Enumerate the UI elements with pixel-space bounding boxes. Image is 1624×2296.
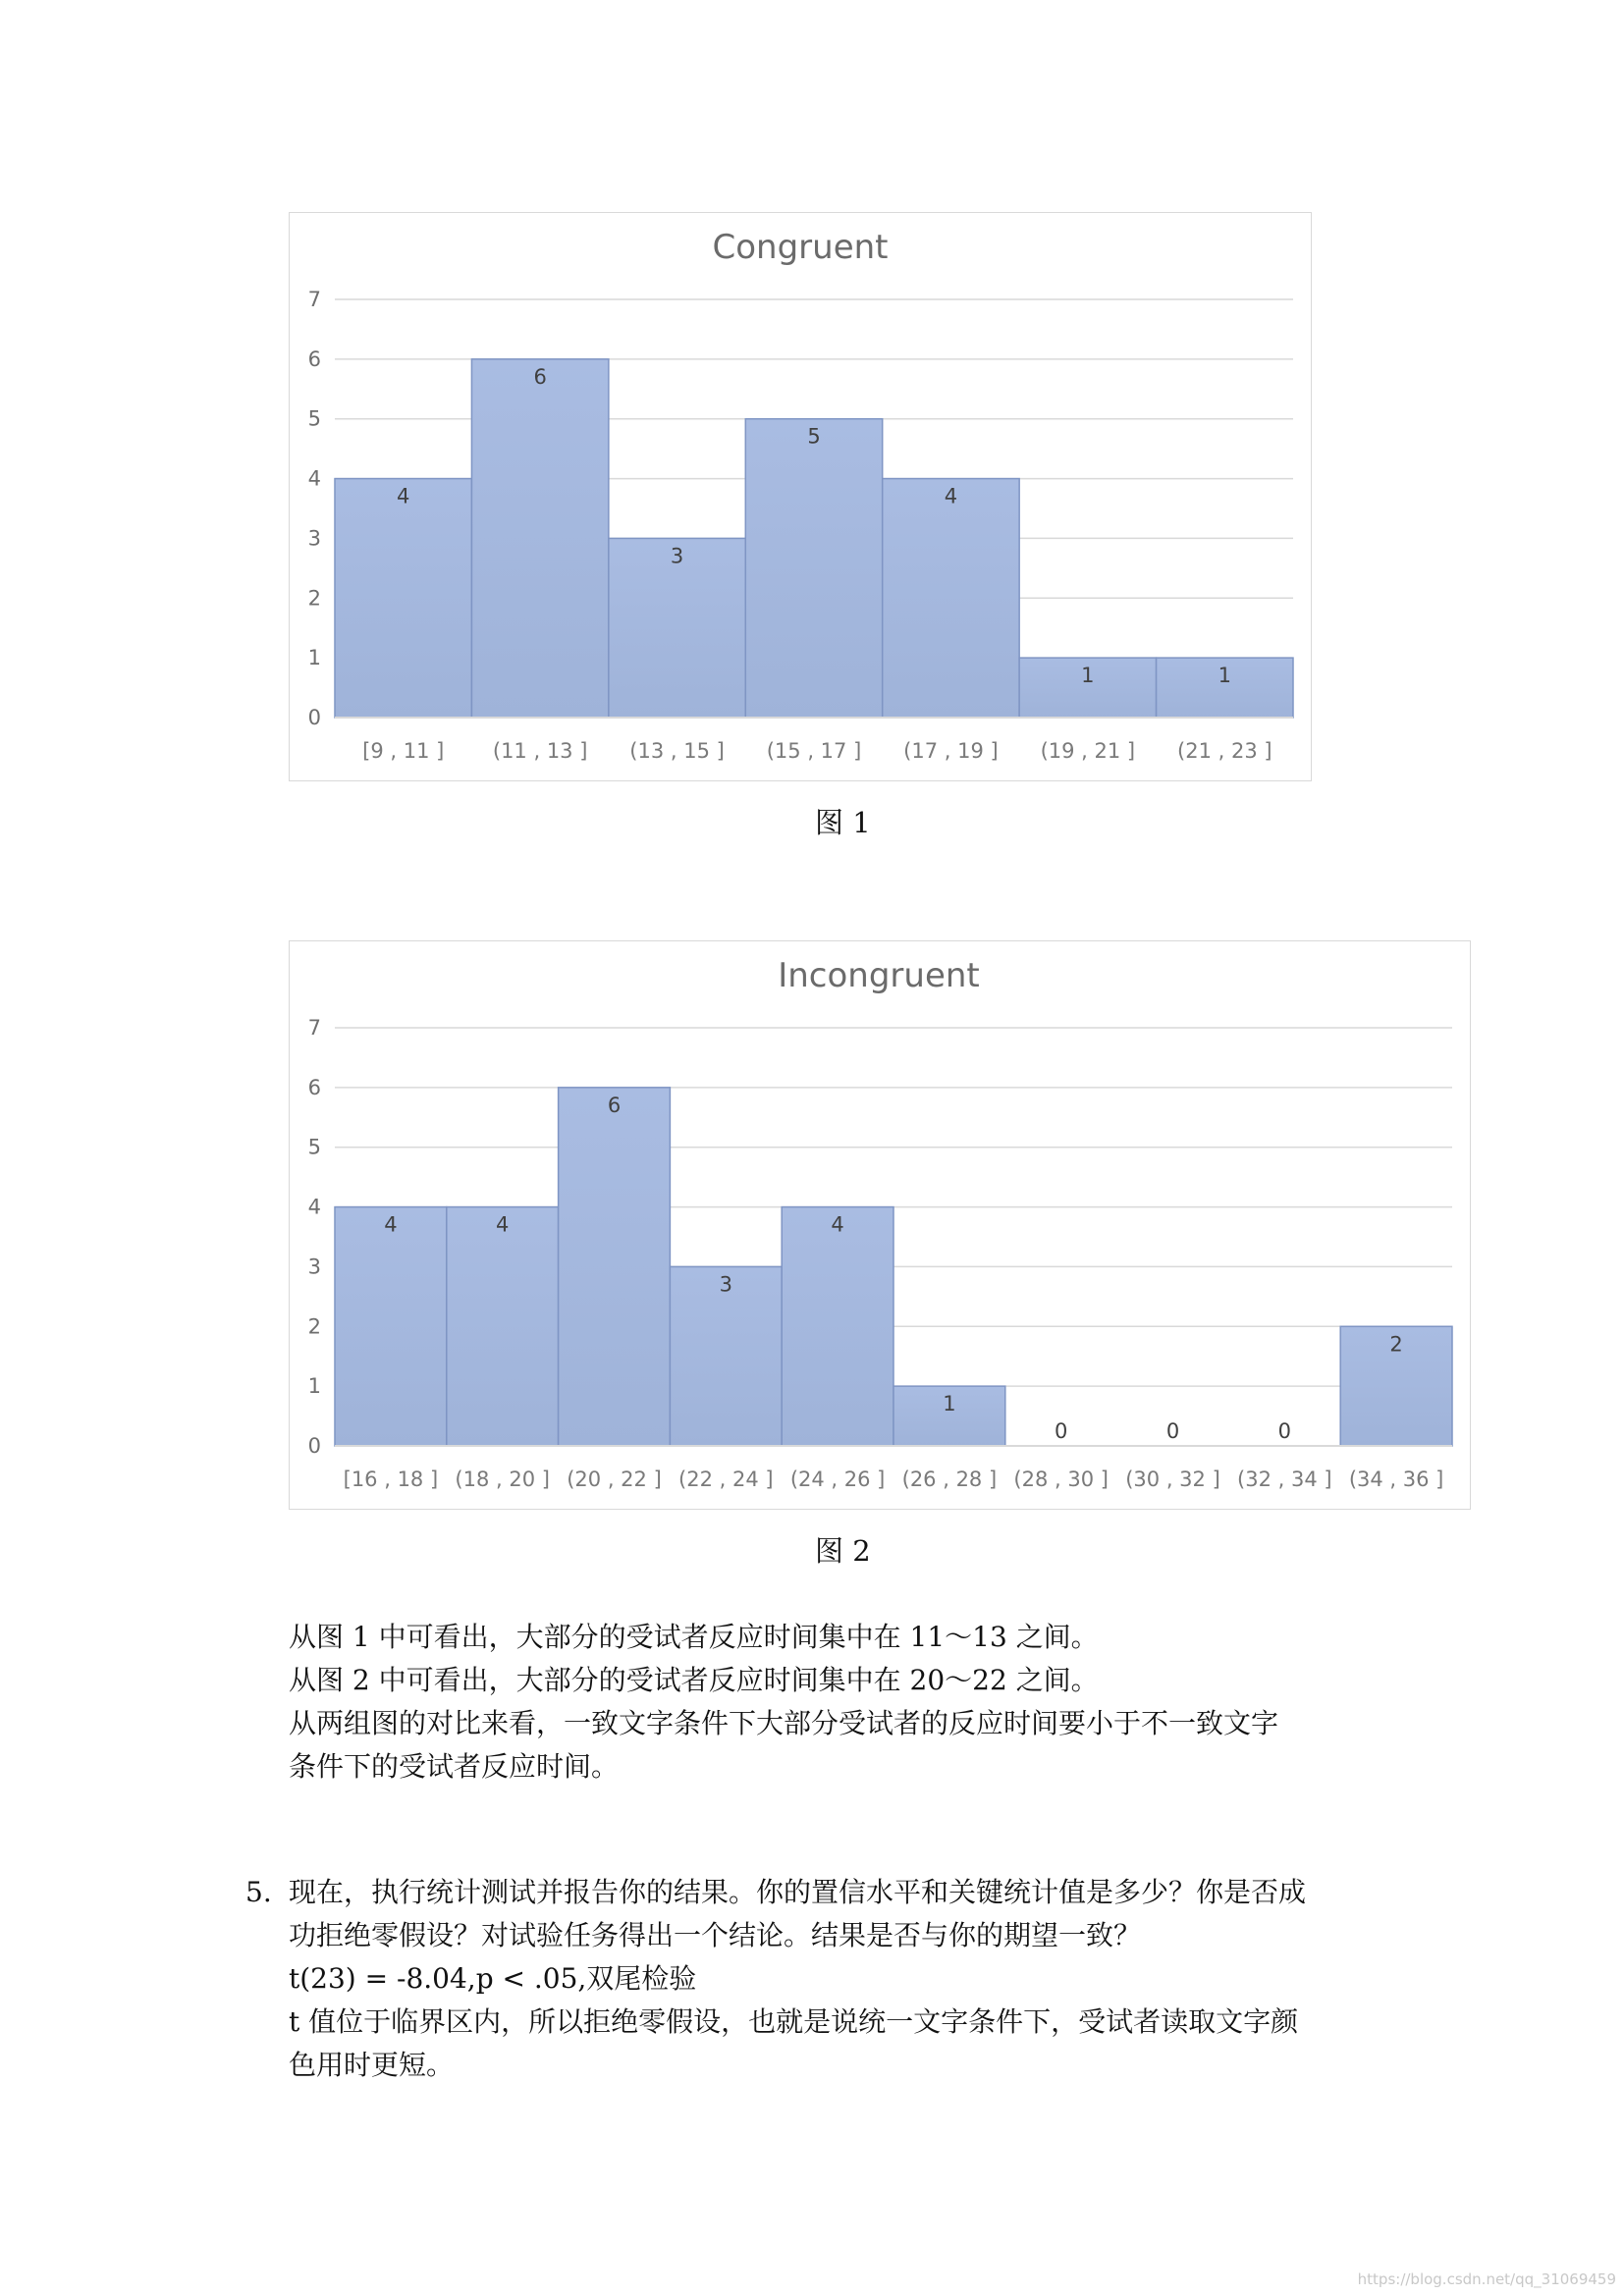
y-tick-label: 2: [307, 1314, 321, 1339]
y-tick-label: 4: [307, 1195, 321, 1219]
data-label: 0: [1055, 1419, 1068, 1443]
question-number: 5.: [245, 1876, 272, 1908]
chart-title: Incongruent: [778, 956, 980, 995]
x-tick-label: (22 , 24 ]: [678, 1468, 774, 1491]
analysis-line-2: 从图 2 中可看出，大部分的受试者反应时间集中在 20～22 之间。: [289, 1664, 1099, 1696]
bar: [782, 1207, 893, 1446]
analysis-line-3: 从两组图的对比来看，一致文字条件下大部分受试者的反应时间要小于不一致文字: [289, 1707, 1279, 1739]
x-tick-label: (19 , 21 ]: [1040, 739, 1136, 763]
x-tick-label: (26 , 28 ]: [901, 1468, 998, 1491]
x-tick-label: (11 , 13 ]: [492, 739, 588, 763]
question-block: [289, 1871, 1408, 2087]
data-label: 4: [944, 484, 958, 508]
data-label: 1: [1218, 664, 1231, 688]
y-tick-label: 6: [307, 347, 321, 371]
y-tick-label: 3: [307, 526, 321, 551]
x-tick-label: (15 , 17 ]: [766, 739, 862, 763]
x-tick-label: (28 , 30 ]: [1013, 1468, 1109, 1491]
data-label: 4: [496, 1212, 510, 1237]
y-tick-label: 5: [307, 1135, 321, 1159]
data-label: 4: [397, 484, 410, 508]
x-tick-label: (13 , 15 ]: [629, 739, 725, 763]
figure-1-caption: 图 1: [815, 806, 871, 839]
incongruent-chart: [289, 940, 1471, 1510]
data-label: 4: [384, 1212, 398, 1237]
data-label: 0: [1277, 1419, 1291, 1443]
data-label: 6: [533, 364, 547, 389]
bar: [559, 1088, 671, 1446]
bar: [447, 1207, 559, 1446]
congruent-chart: [289, 212, 1312, 781]
question-line-1: 现在，执行统计测试并报告你的结果。你的置信水平和关键统计值是多少？你是否成: [289, 1876, 1307, 1908]
conclusion-line-1: t 值位于临界区内，所以拒绝零假设，也就是说统一文字条件下，受试者读取文字颜: [289, 2005, 1299, 2038]
y-tick-label: 6: [307, 1075, 321, 1099]
y-tick-label: 3: [307, 1255, 321, 1279]
figure-2-caption: 图 2: [815, 1534, 871, 1568]
x-tick-label: [16 , 18 ]: [343, 1468, 439, 1491]
x-tick-label: (24 , 26 ]: [789, 1468, 886, 1491]
analysis-line-1: 从图 1 中可看出，大部分的受试者反应时间集中在 11～13 之间。: [289, 1621, 1099, 1653]
x-tick-label: (18 , 20 ]: [455, 1468, 550, 1491]
data-label: 1: [1081, 664, 1095, 688]
y-tick-label: 4: [307, 466, 321, 491]
y-tick-label: 7: [307, 1016, 321, 1040]
bar: [335, 479, 471, 718]
data-label: 3: [719, 1272, 732, 1297]
x-tick-label: (30 , 32 ]: [1125, 1468, 1220, 1491]
y-tick-label: 0: [307, 706, 321, 729]
data-label: 6: [607, 1093, 622, 1117]
test-result: t(23) = -8.04,p < .05,双尾检验: [289, 1962, 697, 1995]
x-tick-label: [9 , 11 ]: [362, 739, 445, 763]
analysis-paragraph: [289, 1616, 1408, 1789]
x-tick-label: (17 , 19 ]: [903, 739, 999, 763]
watermark: https://blog.csdn.net/qq_31069459: [1357, 2270, 1616, 2288]
question-line-2: 功拒绝零假设？对试验任务得出一个结论。结果是否与你的期望一致？: [289, 1919, 1142, 1951]
data-label: 2: [1389, 1332, 1403, 1357]
y-tick-label: 1: [307, 646, 321, 670]
bar: [745, 419, 882, 718]
x-tick-label: (20 , 22 ]: [567, 1468, 662, 1491]
incongruent-chart-svg: [290, 941, 1470, 1509]
bar: [883, 479, 1019, 718]
data-label: 1: [943, 1392, 956, 1416]
x-tick-label: (34 , 36 ]: [1348, 1468, 1444, 1491]
bar: [335, 1207, 447, 1446]
congruent-chart-svg: [290, 213, 1311, 780]
y-tick-label: 1: [307, 1374, 321, 1399]
analysis-line-4: 条件下的受试者反应时间。: [289, 1750, 620, 1783]
y-tick-label: 7: [307, 288, 321, 311]
y-tick-label: 0: [307, 1434, 321, 1458]
conclusion-line-2: 色用时更短。: [289, 2049, 455, 2081]
data-label: 0: [1165, 1419, 1180, 1443]
x-tick-label: (32 , 34 ]: [1237, 1468, 1332, 1491]
data-label: 5: [807, 424, 821, 449]
x-tick-label: (21 , 23 ]: [1177, 739, 1272, 763]
chart-title: Congruent: [712, 228, 889, 267]
y-tick-label: 2: [307, 586, 321, 611]
data-label: 4: [831, 1212, 844, 1237]
bar: [471, 359, 608, 718]
data-label: 3: [670, 544, 684, 568]
y-tick-label: 5: [307, 406, 321, 431]
